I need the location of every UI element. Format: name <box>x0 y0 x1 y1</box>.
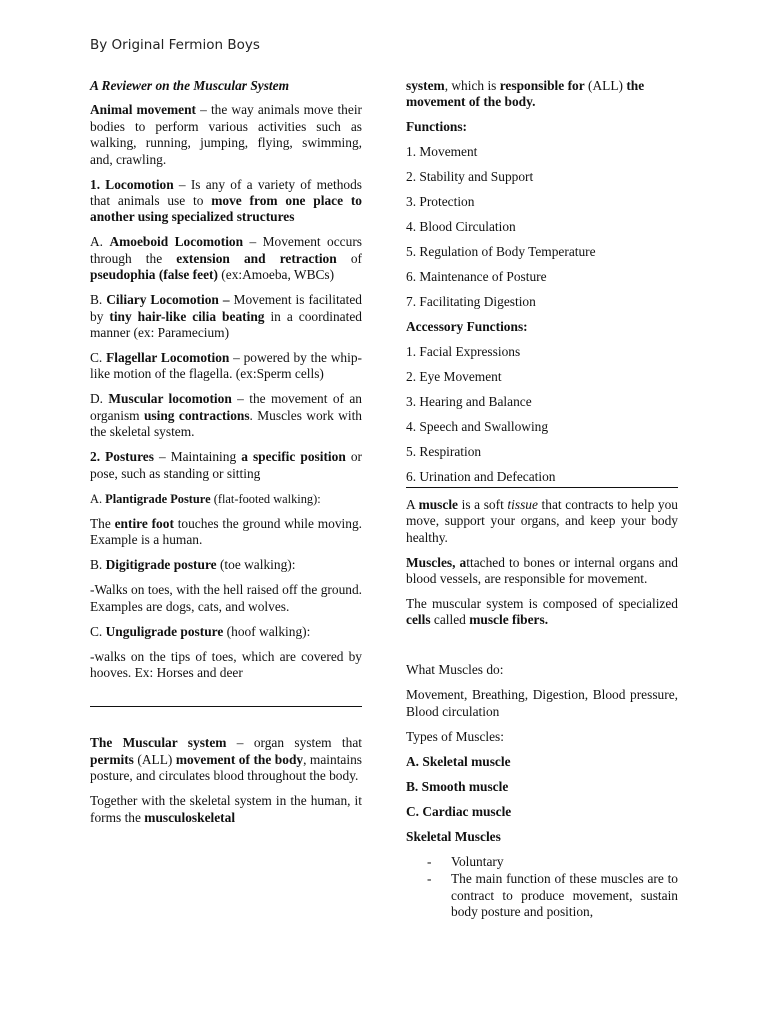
paragraph-spacer <box>406 637 678 662</box>
skeletal-point: - Voluntary <box>406 854 678 870</box>
skeletal-muscles-list <box>406 854 678 921</box>
skeletal-point: - The main function of these muscles are to contract to produce movement, sustain body posture and position, <box>406 871 678 920</box>
accessory-function-item: 1. Facial Expressions <box>406 344 521 360</box>
what-muscles-do-heading: What Muscles do: <box>406 662 504 678</box>
function-item: 4. Blood Circulation <box>406 219 516 235</box>
flagellar-paragraph: C. Flagellar Locomotion – powered by the whip-like motion of the flagella. (ex:Sperm cells) <box>90 350 362 382</box>
digitigrade-description: -Walks on toes, with the hell raised off the ground. Examples are dogs, cats, and wolves. <box>90 582 362 614</box>
muscular-locomotion-paragraph: D. Muscular locomotion – the movement of an organism using contractions. Muscles work with the skeletal system. <box>90 391 362 440</box>
muscle-fibers-paragraph: The muscular system is composed of specialized cells called muscle fibers. <box>406 596 678 628</box>
skeletal-muscles-heading: Skeletal Muscles <box>406 828 501 844</box>
continuation-paragraph: system, which is responsible for (ALL) the movement of the body. <box>406 78 645 110</box>
animal-movement-paragraph: Animal movement – the way animals move their bodies to perform various activities such as walking, running, jumping, flying, swimming, and, crawling. <box>90 102 362 167</box>
types-heading: Types of Muscles: <box>406 728 504 744</box>
muscles-attached-paragraph: Muscles, attached to bones or internal organs and blood vessels, are responsible for movement. <box>406 554 678 587</box>
function-item: 2. Stability and Support <box>406 169 534 185</box>
accessory-function-item: 5. Respiration <box>406 444 482 460</box>
muscle-type-item: C. Cardiac muscle <box>406 803 512 819</box>
muscle-type-item: A. Skeletal muscle <box>406 753 511 769</box>
function-item: 6. Maintenance of Posture <box>406 269 547 285</box>
muscular-system-paragraph: The Muscular system – organ system that permits (ALL) movement of the body, maintains posture, and circulates blood throughout the body. <box>90 735 363 784</box>
function-item: 5. Regulation of Body Temperature <box>406 244 596 260</box>
locomotion-paragraph: 1. Locomotion – Is any of a variety of methods that animals use to move from one place to another using specialized structures <box>90 176 362 225</box>
accessory-function-item: 2. Eye Movement <box>406 369 502 385</box>
postures-paragraph: 2. Postures – Maintaining a specific position or pose, such as standing or sitting <box>90 449 362 481</box>
unguligrade-description: -walks on the tips of toes, which are covered by hooves. Ex: Horses and deer <box>90 648 362 680</box>
muscle-type-item: B. Smooth muscle <box>406 778 509 794</box>
unguligrade-heading: C. Unguligrade posture (hoof walking): <box>90 623 311 639</box>
amoeboid-paragraph: A. Amoeboid Locomotion – Movement occurs through the extension and retraction of pseudophia (false feet) (ex:Amoeba, WBCs) <box>90 234 362 283</box>
document-title: A Reviewer on the Muscular System <box>90 78 290 93</box>
accessory-function-item: 4. Speech and Swallowing <box>406 419 549 435</box>
muscle-definition-paragraph: A muscle is a soft tissue that contracts to help you move, support your organs, and keep your body healthy. <box>406 496 678 545</box>
right-column <box>406 78 678 920</box>
what-muscles-do-list: Movement, Breathing, Digestion, Blood pressure, Blood circulation <box>406 687 678 719</box>
together-paragraph: Together with the skeletal system in the human, it forms the musculoskeletal <box>90 793 362 825</box>
plantigrade-heading: A. Plantigrade Posture (flat-footed walking): <box>90 491 321 506</box>
function-item: 3. Protection <box>406 194 475 210</box>
ciliary-paragraph: B. Ciliary Locomotion – Movement is facilitated by tiny hair-like cilia beating in a coordinated manner (ex: Paramecium) <box>90 292 362 341</box>
function-item: 1. Movement <box>406 144 478 160</box>
accessory-function-item: 6. Urination and Defecation <box>406 469 678 487</box>
function-item: 7. Facilitating Digestion <box>406 294 536 310</box>
digitigrade-heading: B. Digitigrade posture (toe walking): <box>90 557 296 573</box>
left-column <box>90 78 362 835</box>
accessory-function-item: 3. Hearing and Balance <box>406 394 532 410</box>
divider-spacer <box>90 707 362 735</box>
accessory-functions-heading: Accessory Functions: <box>406 319 528 335</box>
plantigrade-description: The entire foot touches the ground while moving. Example is a human. <box>90 515 363 548</box>
functions-heading: Functions: <box>406 119 468 135</box>
document-header: By Original Fermion Boys <box>90 37 260 53</box>
